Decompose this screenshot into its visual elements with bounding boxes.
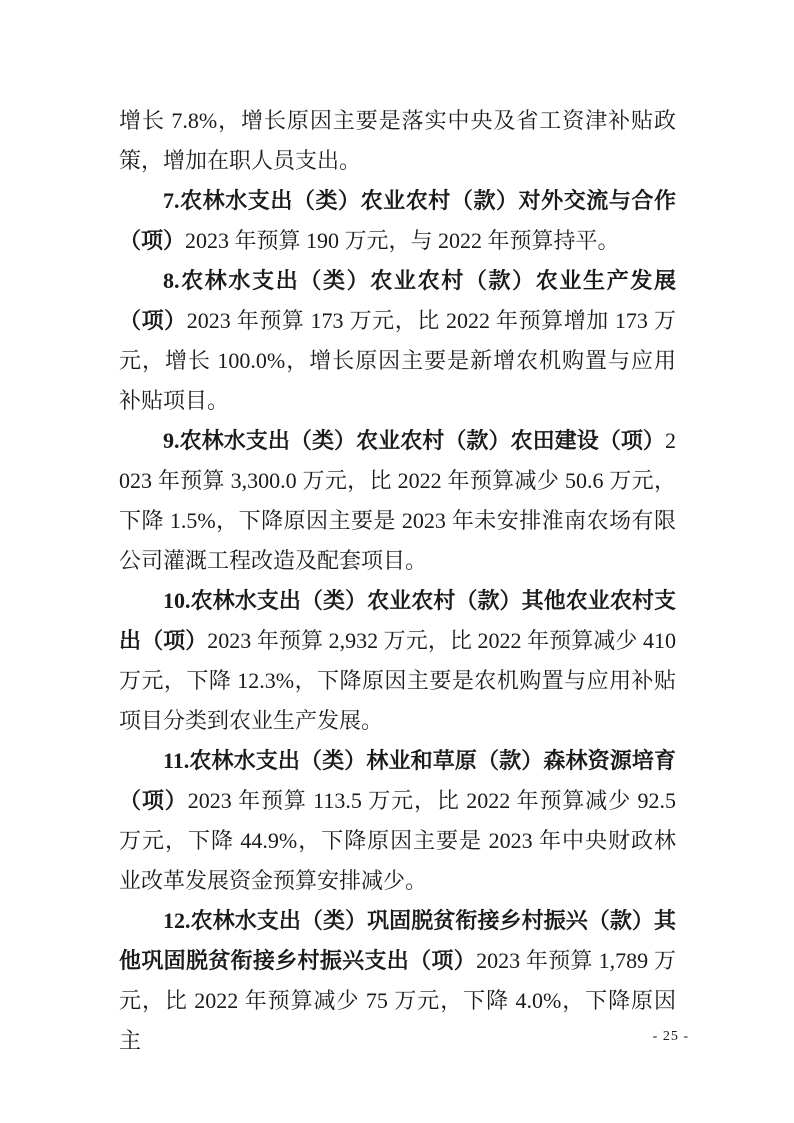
paragraph-text: 2023 年预算 2,932 万元，比 2022 年预算减少 410 万元，下降 12.3%，下降原因主要是农机购置与应用补贴项目分类到农业生产发展。 (119, 628, 676, 733)
paragraph-text: 2023 年预算 173 万元，比 2022 年预算增加 173 万元，增长 100.0%，增长原因主要是新增农机购置与应用补贴项目。 (119, 308, 676, 413)
paragraph-lead-bold: 7.农林水支出（类）农业农村（款）对外交流与合作（项） (119, 188, 676, 253)
paragraph (119, 181, 676, 261)
paragraph (119, 101, 676, 181)
paragraph (119, 741, 676, 901)
paragraph-lead-bold: 10.农林水支出（类）农业农村（款）其他农业农村支出（项） (119, 588, 676, 653)
paragraph (119, 421, 676, 581)
paragraph-text: 2023 年预算 190 万元，与 2022 年预算持平。 (185, 228, 620, 253)
paragraph-lead-bold: 8.农林水支出（类）农业农村（款）农业生产发展（项） (119, 268, 676, 333)
paragraph-lead-bold: 9.农林水支出（类）农业农村（款）农田建设（项） (163, 428, 665, 453)
document-body (119, 101, 676, 1061)
paragraph-text: 2023 年预算 113.5 万元，比 2022 年预算减少 92.5 万元，下降 44.9%，下降原因主要是 2023 年中央财政林业改革发展资金预算安排减少。 (119, 788, 676, 893)
paragraph-lead-bold: 12.农林水支出（类）巩固脱贫衔接乡村振兴（款）其他巩固脱贫衔接乡村振兴支出（项） (119, 908, 676, 973)
paragraph-text: 2023 年预算 1,789 万元，比 2022 年预算减少 75 万元，下降 4.0%，下降原因主 (119, 948, 676, 1053)
paragraph-text: 增长 7.8%，增长原因主要是落实中央及省工资津补贴政策，增加在职人员支出。 (119, 108, 676, 173)
paragraph-lead-bold: 11.农林水支出（类）林业和草原（款）森林资源培育（项） (119, 748, 676, 813)
paragraph (119, 901, 676, 1061)
paragraph-text: 2023 年预算 3,300.0 万元，比 2022 年预算减少 50.6 万元，下降 1.5%，下降原因主要是 2023 年未安排淮南农场有限公司灌溉工程改造及配套项目。 (119, 428, 676, 573)
paragraph (119, 261, 676, 421)
paragraph (119, 581, 676, 741)
page-number: - 25 - (652, 1029, 689, 1044)
